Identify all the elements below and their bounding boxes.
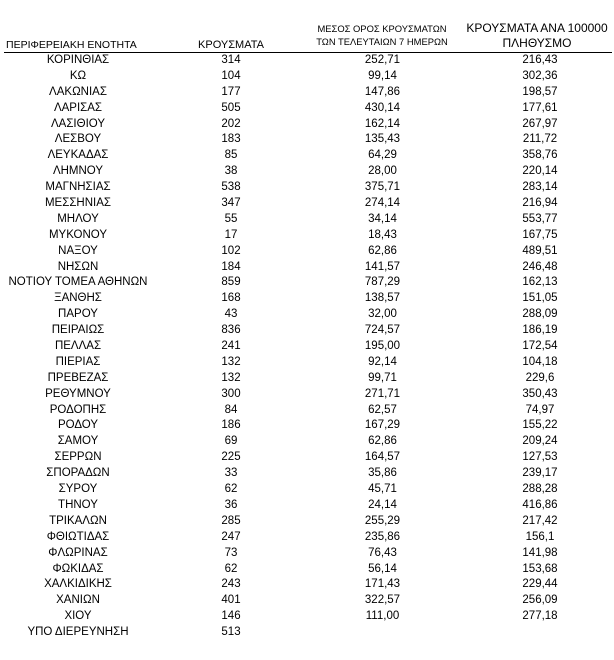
table-row — [0, 625, 614, 641]
column-header-7day-average — [298, 22, 466, 48]
cases-per-100000-cell: 277,18 — [522, 610, 558, 623]
table-row — [0, 244, 614, 260]
region-name-cell: ΡΟΔΟΥ — [57, 419, 99, 432]
cases-per-100000-cell: 217,42 — [522, 514, 558, 527]
cases-cell: 177 — [221, 85, 241, 98]
region-name-cell: ΝΗΣΩΝ — [57, 260, 99, 273]
seven-day-average-cell: 274,14 — [364, 197, 401, 210]
cases-per-100000-cell: 256,09 — [522, 594, 558, 607]
cases-cell: 538 — [221, 181, 241, 194]
seven-day-average-cell: 92,14 — [368, 355, 397, 368]
region-name-cell: ΛΑΚΩΝΙΑΣ — [49, 85, 107, 98]
cases-cell: 38 — [224, 165, 238, 178]
region-name-cell: ΛΑΣΙΘΙΟΥ — [50, 117, 106, 130]
cases-cell: 513 — [221, 626, 241, 639]
seven-day-average-cell: 28,00 — [368, 165, 397, 178]
table-row — [0, 355, 614, 371]
region-header-text: ΠΕΡΙΦΕΡΕΙΑΚΗ ΕΝΟΤΗΤΑ — [6, 39, 137, 51]
cases-per-100000-cell: 267,97 — [522, 117, 558, 130]
table-row — [0, 196, 614, 212]
region-name-cell: ΜΕΣΣΗΝΙΑΣ — [44, 197, 112, 210]
seven-day-average-cell: 141,57 — [364, 260, 401, 273]
cases-per-100000-cell: 162,13 — [522, 276, 558, 289]
region-name-cell: ΥΠΟ ΔΙΕΡΕΥΝΗΣΗ — [27, 626, 129, 639]
cases-cell: 73 — [224, 546, 238, 559]
cases-cell: 33 — [224, 467, 238, 480]
seven-day-average-cell: 252,71 — [364, 54, 401, 66]
table-row — [0, 403, 614, 419]
cases-per-100000-cell: 211,72 — [522, 133, 558, 146]
region-name-cell: ΚΟΡΙΝΘΙΑΣ — [46, 54, 110, 66]
per-header-line1: ΚΡΟΥΣΜΑΤΑ ΑΝΑ 100000 — [466, 21, 608, 35]
table-row — [0, 148, 614, 164]
cases-per-100000-cell: 151,05 — [522, 292, 558, 305]
table-row — [0, 323, 614, 339]
cases-cell: 62 — [224, 483, 238, 496]
cases-per-100000-cell: 288,09 — [522, 308, 558, 321]
table-row — [0, 180, 614, 196]
region-name-cell: ΣΑΜΟΥ — [57, 435, 99, 448]
seven-day-average-cell: 34,14 — [368, 212, 397, 225]
seven-day-average-cell: 32,00 — [368, 308, 397, 321]
region-name-cell: ΦΛΩΡΙΝΑΣ — [48, 546, 108, 559]
seven-day-average-cell: 164,57 — [364, 451, 401, 464]
column-header-per-100000 — [462, 21, 612, 51]
cases-cell: 247 — [221, 530, 241, 543]
region-name-cell: ΦΘΙΩΤΙΔΑΣ — [46, 530, 110, 543]
table-row — [0, 562, 614, 578]
seven-day-average-cell: 171,43 — [364, 578, 401, 591]
seven-day-average-cell: 111,00 — [365, 610, 400, 623]
region-name-cell: ΜΑΓΝΗΣΙΑΣ — [45, 181, 111, 194]
region-name-cell: ΣΠΟΡΑΔΩΝ — [46, 467, 110, 480]
table-row — [0, 546, 614, 562]
cases-per-100000-cell: 209,24 — [522, 435, 558, 448]
seven-day-average-cell: 724,57 — [364, 324, 401, 337]
avg-header-line2: ΤΩΝ ΤΕΛΕΥΤΑΙΩΝ 7 ΗΜΕΡΩΝ — [316, 36, 448, 47]
cases-per-100000-cell: 167,75 — [522, 228, 558, 241]
cases-cell: 168 — [221, 292, 241, 305]
seven-day-average-cell: 76,43 — [368, 546, 397, 559]
seven-day-average-cell: 99,14 — [368, 69, 397, 82]
region-name-cell: ΧΑΛΚΙΔΙΚΗΣ — [44, 578, 112, 591]
table-row — [0, 418, 614, 434]
cases-per-100000-cell: 216,43 — [522, 54, 558, 66]
region-name-cell: ΠΑΡΟΥ — [58, 308, 98, 321]
seven-day-average-cell: 255,29 — [364, 514, 401, 527]
seven-day-average-cell: 147,86 — [364, 85, 401, 98]
table-row — [0, 212, 614, 228]
seven-day-average-cell: 271,71 — [364, 387, 401, 400]
cases-per-100000-cell: 220,14 — [522, 165, 558, 178]
seven-day-average-cell: 99,71 — [368, 371, 397, 384]
cases-per-100000-cell: 155,22 — [522, 419, 558, 432]
cases-cell: 62 — [224, 562, 238, 575]
cases-per-100000-cell: 288,28 — [522, 483, 558, 496]
cases-cell: 859 — [221, 276, 241, 289]
seven-day-average-cell: 430,14 — [364, 101, 401, 114]
cases-cell: 314 — [221, 54, 241, 66]
region-name-cell: ΧΙΟΥ — [64, 610, 92, 623]
cases-cell: 17 — [224, 228, 238, 241]
cases-per-100000-cell: 172,54 — [522, 340, 558, 353]
column-header-region — [6, 38, 151, 52]
cases-per-100000-cell: 358,76 — [522, 149, 558, 162]
table-row — [0, 228, 614, 244]
cases-cell: 132 — [221, 355, 241, 368]
table-row — [0, 85, 614, 101]
table-row — [0, 387, 614, 403]
region-name-cell: ΞΑΝΘΗΣ — [54, 292, 102, 305]
cases-per-100000-cell: 216,94 — [522, 197, 558, 210]
region-name-cell: ΠΕΙΡΑΙΩΣ — [51, 324, 105, 337]
seven-day-average-cell: 195,00 — [364, 340, 401, 353]
seven-day-average-cell: 235,86 — [364, 530, 401, 543]
cases-per-100000-cell: 246,48 — [522, 260, 558, 273]
cases-cell: 85 — [224, 149, 238, 162]
cases-per-100000-cell: 198,57 — [522, 85, 558, 98]
seven-day-average-cell: 56,14 — [368, 562, 397, 575]
seven-day-average-cell: 18,43 — [368, 228, 397, 241]
table-row — [0, 466, 614, 482]
region-name-cell: ΡΕΘΥΜΝΟΥ — [45, 387, 111, 400]
table-row — [0, 117, 614, 133]
cases-per-100000-cell: 489,51 — [522, 244, 558, 257]
region-name-cell: ΡΟΔΟΠΗΣ — [49, 403, 107, 416]
seven-day-average-cell: 787,29 — [364, 276, 401, 289]
cases-cell: 146 — [221, 610, 241, 623]
region-name-cell: ΤΡΙΚΑΛΩΝ — [49, 514, 107, 527]
cases-per-100000-cell: 239,17 — [522, 467, 558, 480]
table-row — [0, 339, 614, 355]
cases-per-100000-cell: 127,53 — [522, 451, 558, 464]
cases-per-100000-cell: 156,1 — [525, 530, 555, 543]
region-name-cell: ΝΑΞΟΥ — [58, 244, 98, 257]
table-row — [0, 275, 614, 291]
table-row — [0, 593, 614, 609]
table-row — [0, 371, 614, 387]
table-row — [0, 53, 614, 69]
cases-cell: 55 — [224, 212, 238, 225]
table-row — [0, 132, 614, 148]
seven-day-average-cell: 322,57 — [364, 594, 401, 607]
region-name-cell: ΜΥΚΟΝΟΥ — [48, 228, 108, 241]
region-name-cell: ΛΕΥΚΑΔΑΣ — [47, 149, 109, 162]
cases-cell: 285 — [221, 514, 241, 527]
cases-cell: 836 — [221, 324, 241, 337]
seven-day-average-cell: 62,86 — [368, 435, 397, 448]
region-name-cell: ΠΙΕΡΙΑΣ — [55, 355, 101, 368]
cases-cell: 505 — [221, 101, 241, 114]
region-name-cell: ΛΑΡΙΣΑΣ — [53, 101, 103, 114]
seven-day-average-cell: 62,86 — [368, 244, 397, 257]
seven-day-average-cell: 135,43 — [364, 133, 401, 146]
cases-cell: 186 — [221, 419, 241, 432]
region-name-cell: ΠΕΛΛΑΣ — [54, 340, 102, 353]
cases-cell: 401 — [221, 594, 241, 607]
cases-per-100000-cell: 229,6 — [525, 371, 555, 384]
region-name-cell: ΠΡΕΒΕΖΑΣ — [47, 371, 109, 384]
cases-per-100000-cell: 153,68 — [522, 562, 558, 575]
table-body — [0, 53, 614, 641]
cases-cell: 43 — [224, 308, 238, 321]
column-header-cases — [194, 38, 268, 52]
cases-per-100000-cell: 177,61 — [522, 101, 558, 114]
table-row — [0, 577, 614, 593]
cases-cell: 84 — [224, 403, 238, 416]
avg-header-line1: ΜΕΣΟΣ ΟΡΟΣ ΚΡΟΥΣΜΑΤΩΝ — [317, 23, 447, 34]
cases-cell: 132 — [221, 371, 241, 384]
table-row — [0, 260, 614, 276]
cases-per-100000-cell: 302,36 — [522, 69, 558, 82]
region-name-cell: ΣΥΡΟΥ — [58, 483, 98, 496]
table-row — [0, 514, 614, 530]
cases-cell: 300 — [221, 387, 241, 400]
table-row — [0, 530, 614, 546]
table-row — [0, 609, 614, 625]
table-row — [0, 498, 614, 514]
region-name-cell: ΜΗΛΟΥ — [57, 212, 99, 225]
region-name-cell: ΤΗΝΟΥ — [58, 498, 98, 511]
cases-cell: 243 — [221, 578, 241, 591]
region-name-cell: ΚΩ — [69, 69, 87, 82]
cases-cell: 183 — [221, 133, 241, 146]
region-name-cell: ΦΩΚΙΔΑΣ — [52, 562, 104, 575]
seven-day-average-cell: 45,71 — [368, 483, 397, 496]
table-row — [0, 291, 614, 307]
cases-cell: 225 — [221, 451, 241, 464]
region-name-cell: ΛΗΜΝΟΥ — [52, 165, 104, 178]
cases-per-100000-cell: 229,44 — [522, 578, 558, 591]
seven-day-average-cell: 64,29 — [368, 149, 397, 162]
table-row — [0, 101, 614, 117]
seven-day-average-cell: 375,71 — [364, 181, 401, 194]
region-name-cell: ΝΟΤΙΟΥ ΤΟΜΕΑ ΑΘΗΝΩΝ — [8, 276, 148, 289]
region-name-cell: ΣΕΡΡΩΝ — [54, 451, 102, 464]
cases-per-100000-cell: 283,14 — [522, 181, 558, 194]
seven-day-average-cell: 167,29 — [364, 419, 401, 432]
seven-day-average-cell: 24,14 — [368, 498, 397, 511]
cases-header-text: ΚΡΟΥΣΜΑΤΑ — [198, 39, 264, 51]
table-row — [0, 482, 614, 498]
table-row — [0, 69, 614, 85]
cases-per-100000-cell: 416,86 — [522, 498, 558, 511]
cases-cell: 202 — [221, 117, 241, 130]
cases-per-100000-cell: 350,43 — [522, 387, 558, 400]
cases-cell: 241 — [221, 340, 241, 353]
cases-cell: 184 — [221, 260, 241, 273]
cases-cell: 69 — [224, 435, 238, 448]
table-row — [0, 164, 614, 180]
cases-per-100000-cell: 186,19 — [522, 324, 558, 337]
seven-day-average-cell: 62,57 — [368, 403, 397, 416]
cases-cell: 104 — [221, 69, 241, 82]
cases-per-100000-cell: 104,18 — [522, 355, 558, 368]
seven-day-average-cell: 162,14 — [364, 117, 401, 130]
cases-cell: 347 — [221, 197, 241, 210]
cases-per-100000-cell: 141,98 — [522, 546, 558, 559]
cases-cell: 36 — [224, 498, 238, 511]
cases-per-100000-cell: 74,97 — [525, 403, 555, 416]
per-header-line2: ΠΛΗΘΥΣΜΟ — [502, 36, 572, 50]
table-row — [0, 307, 614, 323]
cases-per-100000-cell: 553,77 — [522, 212, 558, 225]
seven-day-average-cell: 35,86 — [368, 467, 397, 480]
cases-cell: 102 — [221, 244, 241, 257]
seven-day-average-cell: 138,57 — [364, 292, 401, 305]
table-row — [0, 434, 614, 450]
table-row — [0, 450, 614, 466]
region-name-cell: ΧΑΝΙΩΝ — [56, 594, 100, 607]
region-name-cell: ΛΕΣΒΟΥ — [54, 133, 102, 146]
